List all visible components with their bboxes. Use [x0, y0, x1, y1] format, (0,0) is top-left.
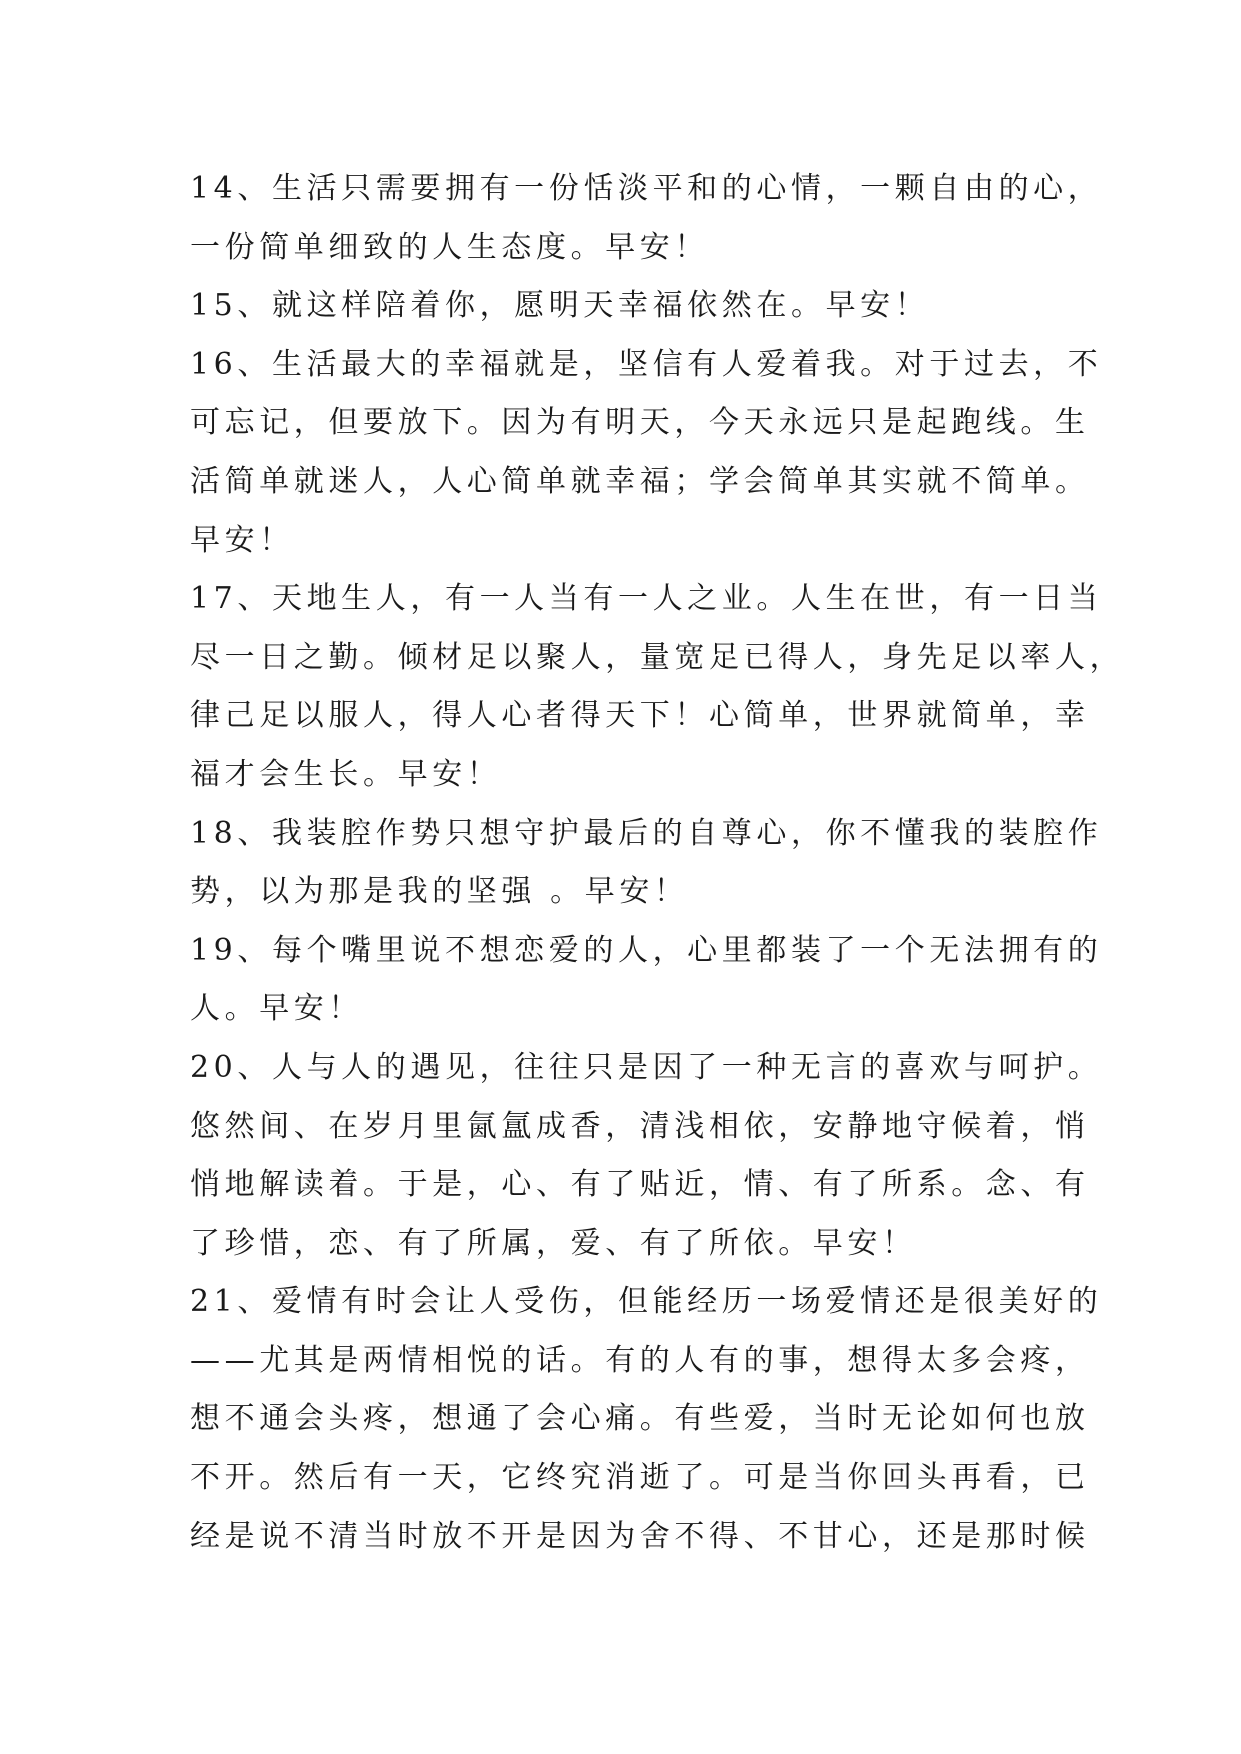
text-line: 活简单就迷人，人心简单就幸福；学会简单其实就不简单。	[190, 463, 1090, 499]
text-line: 19、每个嘴里说不想恋爱的人，心里都装了一个无法拥有的	[190, 932, 1103, 968]
text-line: 17、天地生人，有一人当有一人之业。人生在世，有一日当	[190, 581, 1103, 617]
text-line: 了珍惜，恋、有了所属，爱、有了所依。早安！	[190, 1225, 917, 1261]
text-line: 势，以为那是我的坚强 。早安！	[190, 874, 689, 910]
text-line: 尽一日之勤。倾材足以聚人，量宽足已得人，身先足以率人，	[190, 639, 1125, 675]
text-line: 早安！	[190, 522, 294, 558]
text-line: 想不通会头疼，想通了会心痛。有些爱，当时无论如何也放	[190, 1401, 1090, 1437]
text-line: 律己足以服人，得人心者得天下！心简单，世界就简单，幸	[190, 698, 1090, 734]
text-line: 可忘记，但要放下。因为有明天，今天永远只是起跑线。生	[190, 405, 1090, 441]
text-line: 悠然间、在岁月里氤氲成香，清浅相依，安静地守候着，悄	[190, 1108, 1090, 1144]
text-line: 14、生活只需要拥有一份恬淡平和的心情，一颗自由的心，	[190, 171, 1103, 206]
text-line: 悄地解读着。于是，心、有了贴近，情、有了所系。念、有	[190, 1167, 1090, 1203]
text-line: 经是说不清当时放不开是因为舍不得、不甘心，还是那时候	[190, 1518, 1090, 1554]
text-line: 一份简单细致的人生态度。早安！	[190, 229, 709, 265]
text-line: 人。早安！	[190, 991, 363, 1027]
text-line: 不开。然后有一天，它终究消逝了。可是当你回头再看，已	[190, 1460, 1090, 1496]
text-line: 16、生活最大的幸福就是，坚信有人爱着我。对于过去，不	[190, 346, 1103, 382]
text-line: ——尤其是两情相悦的话。有的人有的事，想得太多会疼，	[190, 1342, 1090, 1378]
text-line: 18、我装腔作势只想守护最后的自尊心，你不懂我的装腔作	[190, 815, 1103, 851]
text-line: 福才会生长。早安！	[190, 756, 502, 792]
text-line: 21、爱情有时会让人受伤，但能经历一场爱情还是很美好的	[190, 1284, 1103, 1320]
text-line: 20、人与人的遇见，往往只是因了一种无言的喜欢与呵护。	[190, 1049, 1103, 1085]
document-body	[190, 160, 1125, 1566]
text-line: 15、就这样陪着你，愿明天幸福依然在。早安！	[190, 288, 930, 324]
